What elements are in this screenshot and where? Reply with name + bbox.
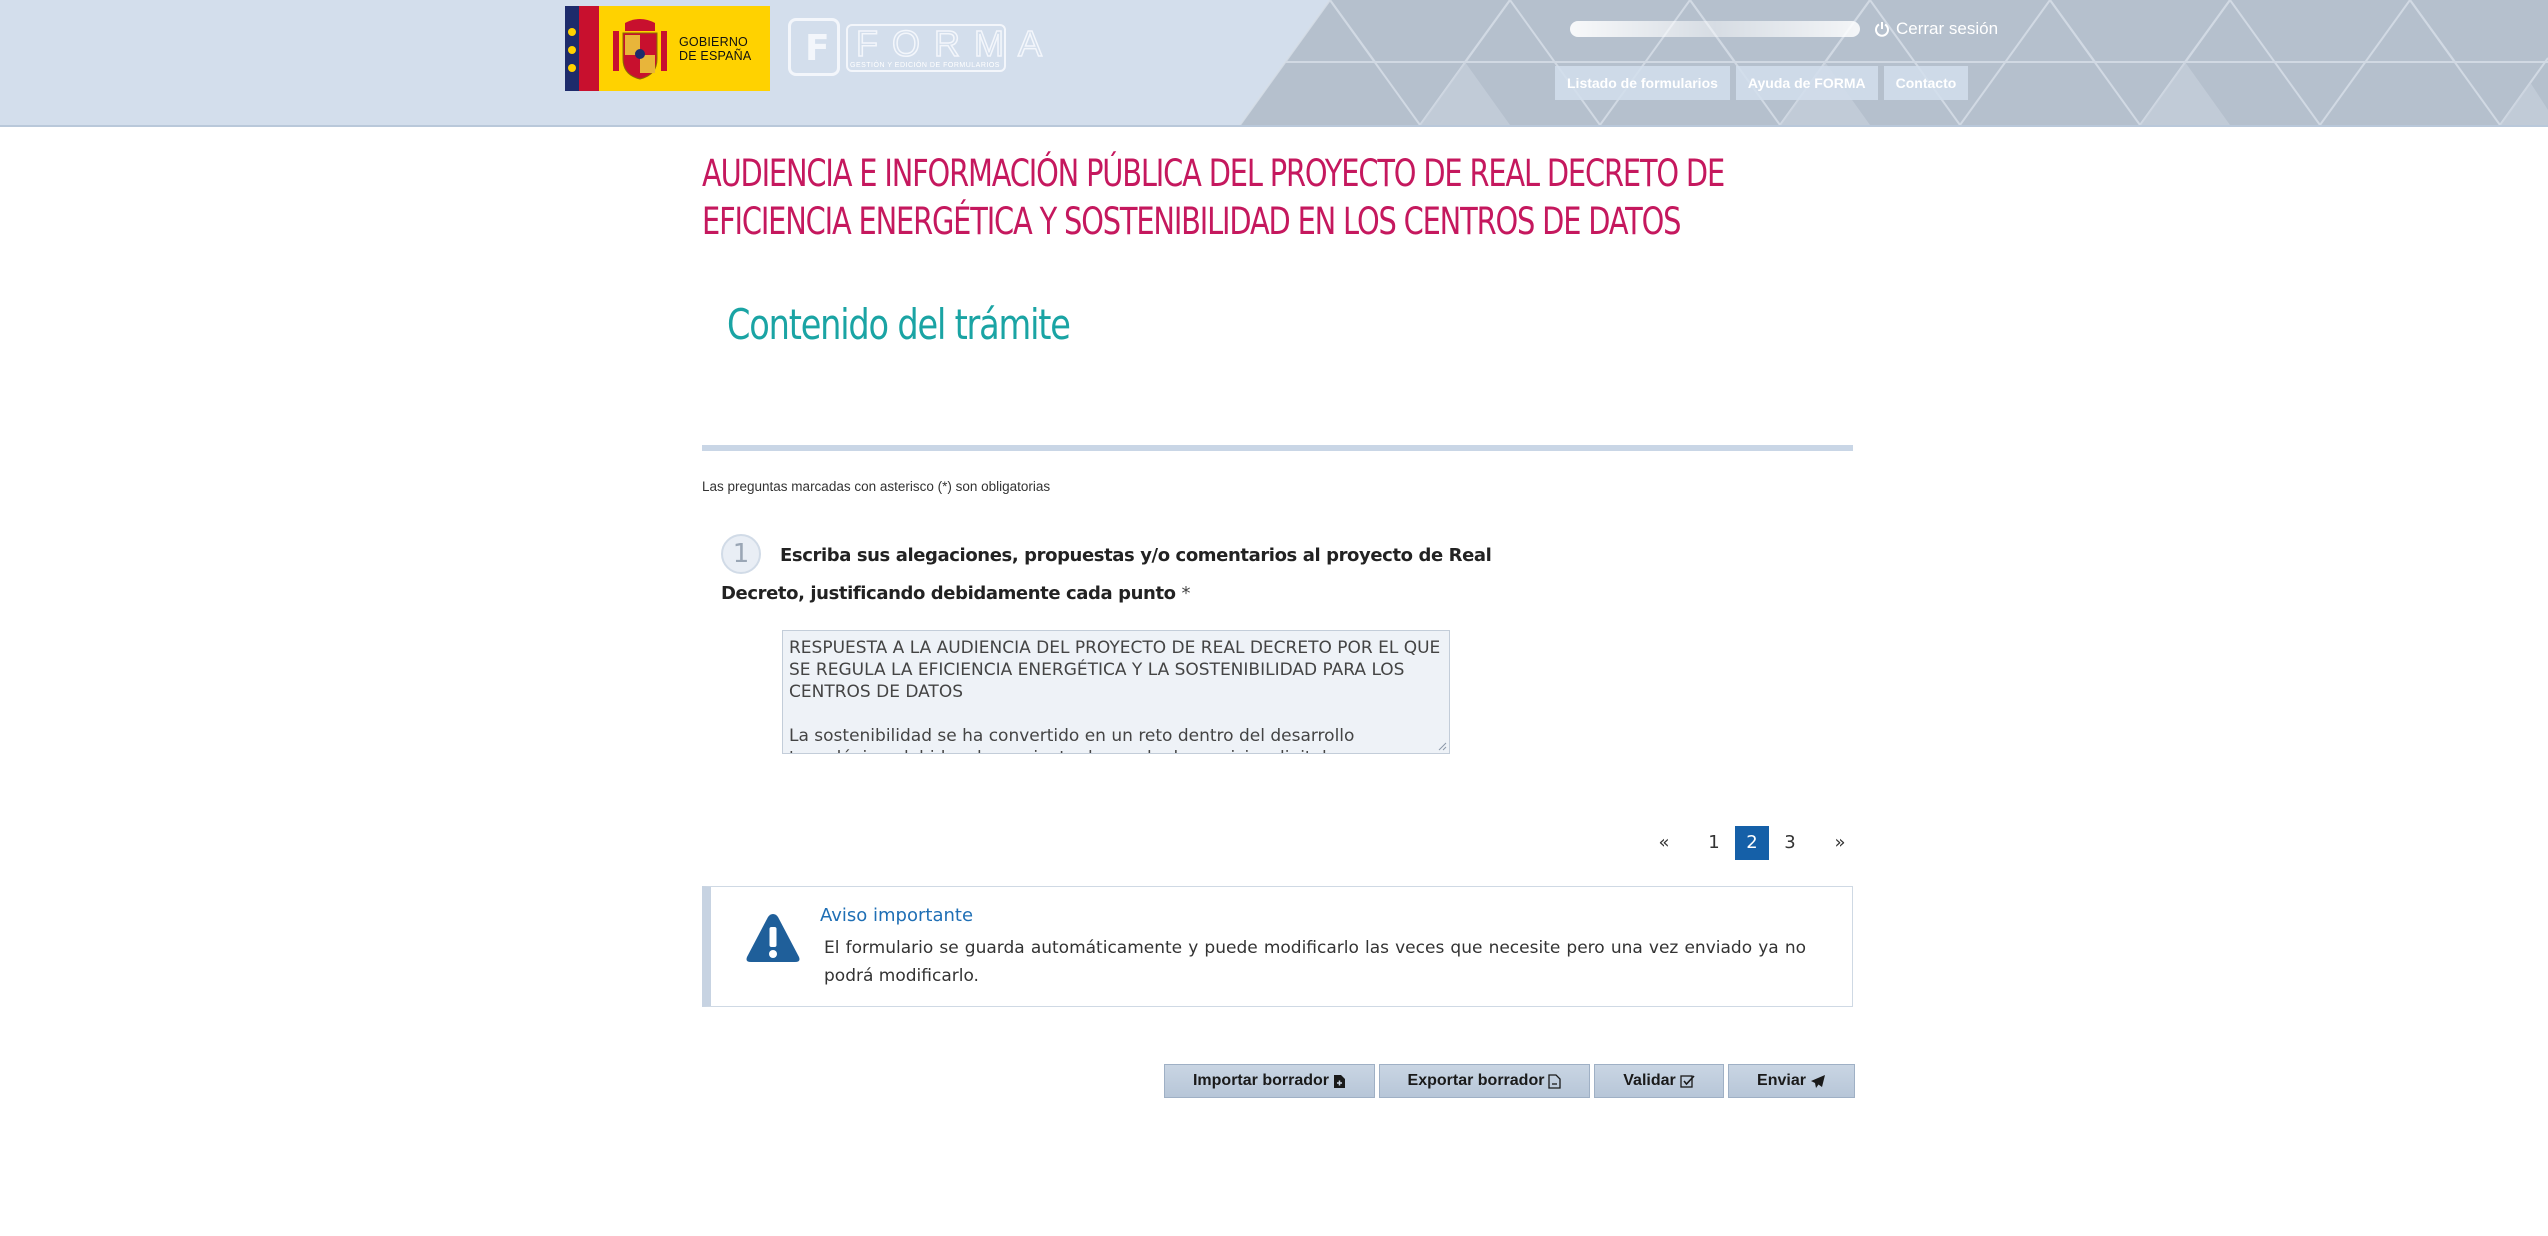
file-export-icon [1548, 1074, 1561, 1089]
send-label: Enviar [1757, 1072, 1806, 1089]
mandatory-note: Las preguntas marcadas con asterisco (*) son obligatorias [702, 479, 1051, 494]
notice-title: Aviso importante [820, 905, 974, 926]
forma-wordmark: FORMA [846, 24, 1006, 72]
forma-subtitle: GESTIÓN Y EDICIÓN DE FORMULARIOS [850, 62, 1000, 69]
forma-logo[interactable] [788, 18, 1056, 78]
validate-label: Validar [1623, 1072, 1676, 1089]
user-name-redacted [1570, 21, 1860, 37]
nav-listado-formularios[interactable]: Listado de formularios [1555, 66, 1730, 100]
answer-textarea[interactable] [782, 630, 1450, 754]
question-text-line2 [721, 583, 1190, 604]
logout-link[interactable] [1874, 19, 1998, 39]
power-icon [1874, 21, 1890, 37]
question-text-line2-label: Decreto, justificando debidamente cada punto [721, 583, 1176, 604]
gobierno-espana-logo[interactable] [565, 6, 770, 91]
required-asterisk: * [1181, 583, 1191, 604]
send-button[interactable] [1728, 1064, 1855, 1098]
gov-logo-text: GOBIERNO DE ESPAÑA [679, 34, 752, 63]
import-draft-label: Importar borrador [1192, 1072, 1329, 1089]
resize-handle-icon[interactable] [1437, 741, 1447, 751]
pagination-next[interactable]: » [1834, 832, 1846, 853]
nav-contacto[interactable]: Contacto [1884, 66, 1969, 100]
form-actions [1164, 1064, 1855, 1098]
file-import-icon [1333, 1074, 1346, 1089]
pagination [1647, 826, 1857, 860]
user-area [1570, 14, 1998, 44]
eu-flag-strip [565, 6, 599, 91]
pagination-prev[interactable]: « [1658, 832, 1670, 853]
notice-text: El formulario se guarda automáticamente y puede modificarlo las veces que necesite pero una vez enviado ya no podrá modificarlo. [824, 938, 1806, 986]
validate-button[interactable] [1594, 1064, 1724, 1098]
pagination-page-2[interactable]: 2 [1735, 826, 1769, 860]
top-nav [1555, 66, 1968, 100]
check-square-icon [1680, 1074, 1695, 1088]
warning-triangle-icon [745, 911, 801, 965]
nav-ayuda-forma[interactable]: Ayuda de FORMA [1736, 66, 1878, 100]
coat-of-arms-icon [611, 17, 669, 81]
question-number-badge: 1 [721, 534, 761, 574]
page-title: AUDIENCIA E INFORMACIÓN PÚBLICA DEL PROYECTO DE REAL DECRETO DE EFICIENCIA ENERGÉTICA Y SOSTENIBILIDAD EN LOS CENTROS DE DATOS [702, 152, 1725, 243]
pagination-page-3[interactable]: 3 [1784, 832, 1796, 853]
forma-f-icon: F [788, 18, 840, 76]
pagination-page-1[interactable]: 1 [1708, 832, 1720, 853]
logout-label: Cerrar sesión [1896, 19, 1999, 38]
import-draft-button[interactable] [1164, 1064, 1375, 1098]
paper-plane-icon [1810, 1074, 1826, 1089]
site-header [0, 0, 2548, 127]
export-draft-button[interactable] [1379, 1064, 1590, 1098]
question-text-line1: Escriba sus alegaciones, propuestas y/o comentarios al proyecto de Real [780, 545, 1492, 566]
section-divider [702, 445, 1853, 451]
section-title: Contenido del trámite [727, 300, 1070, 349]
important-notice [702, 886, 1853, 1007]
export-draft-label: Exportar borrador [1407, 1072, 1545, 1089]
